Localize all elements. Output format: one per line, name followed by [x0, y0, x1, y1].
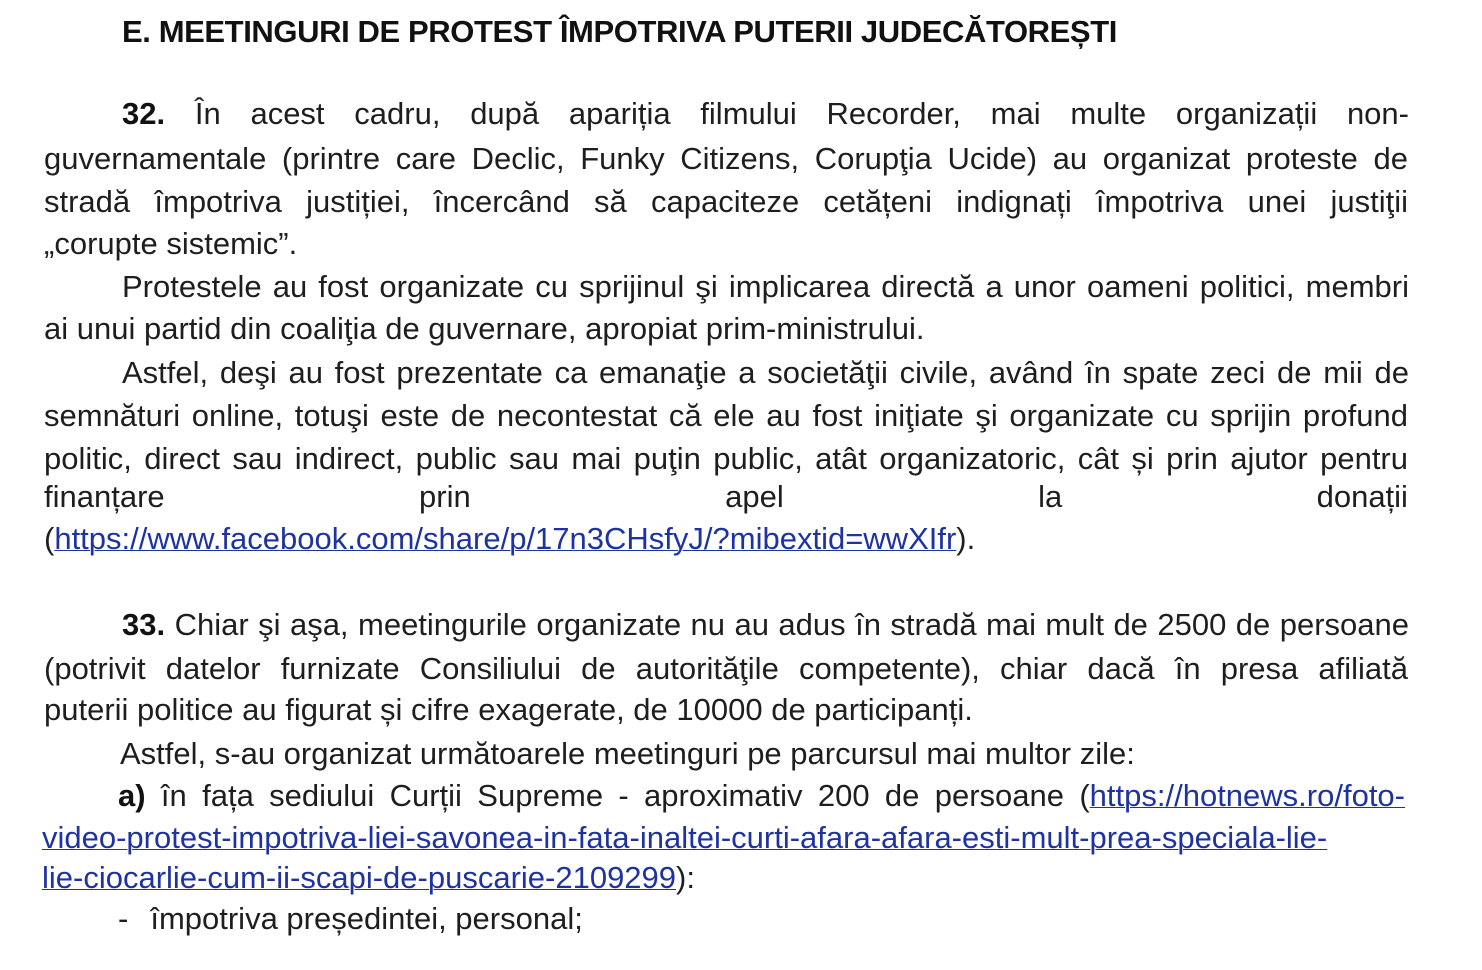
section-heading: E. MEETINGURI DE PROTEST ÎMPOTRIVA PUTERII JUDECĂTOREȘTI [122, 14, 1117, 49]
hotnews-link-part1[interactable]: https://hotnews.ro/foto- [1089, 778, 1405, 813]
hotnews-link-part2[interactable]: video-protest-impotriva-liei-savonea-in-fata-inaltei-curti-afara-afara-esti-mult-prea-speciala-lie- [42, 820, 1328, 855]
bullet-item [118, 900, 583, 938]
paren-open: ( [44, 521, 55, 556]
facebook-link[interactable]: https://www.facebook.com/share/p/17n3CHsfyJ/?mibextid=wwXIfr [54, 521, 957, 556]
hotnews-link-part3[interactable]: lie-ciocarlie-cum-ii-scapi-de-puscarie-2109299 [42, 860, 677, 895]
para33-line1-text: Chiar şi aşa, meetingurile organizate nu au adus în stradă mai mult de 2500 de persoane [174, 607, 1409, 642]
para33-line3: puterii politice au figurat și cifre exagerate, de 10000 de participanți. [44, 692, 973, 727]
para32-line1 [122, 95, 1409, 133]
item-a-line1 [118, 777, 1405, 815]
astfel2-line1: Astfel, s-au organizat următoarele meetinguri pe parcursul mai multor zile: [120, 736, 1135, 771]
para33-line2: (potrivit datelor furnizate Consiliului de autorităţile competente), chiar dacă în presa afiliată [44, 651, 1408, 686]
bullet-dash: - [118, 901, 129, 936]
protest-para-line2: ai unui partid din coaliţia de guvernare, apropiat prim-ministrului. [44, 311, 925, 346]
item-a-line2 [42, 819, 1327, 857]
item-a-after: ): [676, 860, 695, 895]
item-a-line3 [42, 859, 695, 897]
paren-close: ). [956, 521, 976, 556]
para32-number: 32. [122, 96, 166, 131]
para32-line2: guvernamentale (printre care Declic, Funky Citizens, Corupţia Ucide) au organizat proteste de [44, 141, 1408, 176]
para33-line1 [122, 606, 1409, 644]
para32-line4: „corupte sistemic”. [44, 226, 298, 261]
para33-number: 33. [122, 607, 166, 642]
bullet-text: împotriva președintei, personal; [150, 901, 583, 936]
para32-line1-text: În acest cadru, după apariția filmului Recorder, mai multe organizații non- [194, 96, 1409, 131]
word-finantare: finanțare [44, 479, 165, 514]
item-a-label: a) [118, 778, 146, 813]
astfel-para-line1: Astfel, deşi au fost prezentate ca emanaţie a societăţii civile, având în spate zeci de mii de [122, 355, 1409, 390]
word-apel: apel [725, 479, 784, 514]
astfel-para-line3: politic, direct sau indirect, public sau mai puţin public, atât organizatoric, cât și prin ajutor pentru [44, 441, 1408, 476]
word-prin: prin [419, 479, 471, 514]
para32-line3: stradă împotriva justiției, încercând să capaciteze cetățeni indignați împotriva unei justiţii [44, 184, 1408, 219]
item-a-text: în fața sediului Curții Supreme - aproximativ 200 de persoane ( [160, 778, 1090, 813]
astfel-para-line2: semnături online, totuşi este de necontestat că ele au fost iniţiate şi organizate cu sprijin profund [44, 398, 1408, 433]
word-donatii: donații [1316, 479, 1408, 514]
protest-para-line1: Protestele au fost organizate cu sprijinul şi implicarea directă a unor oameni politici, membri [122, 269, 1409, 304]
astfel-para-line4 [44, 478, 1408, 516]
facebook-link-line [44, 520, 975, 558]
word-la: la [1038, 479, 1063, 514]
